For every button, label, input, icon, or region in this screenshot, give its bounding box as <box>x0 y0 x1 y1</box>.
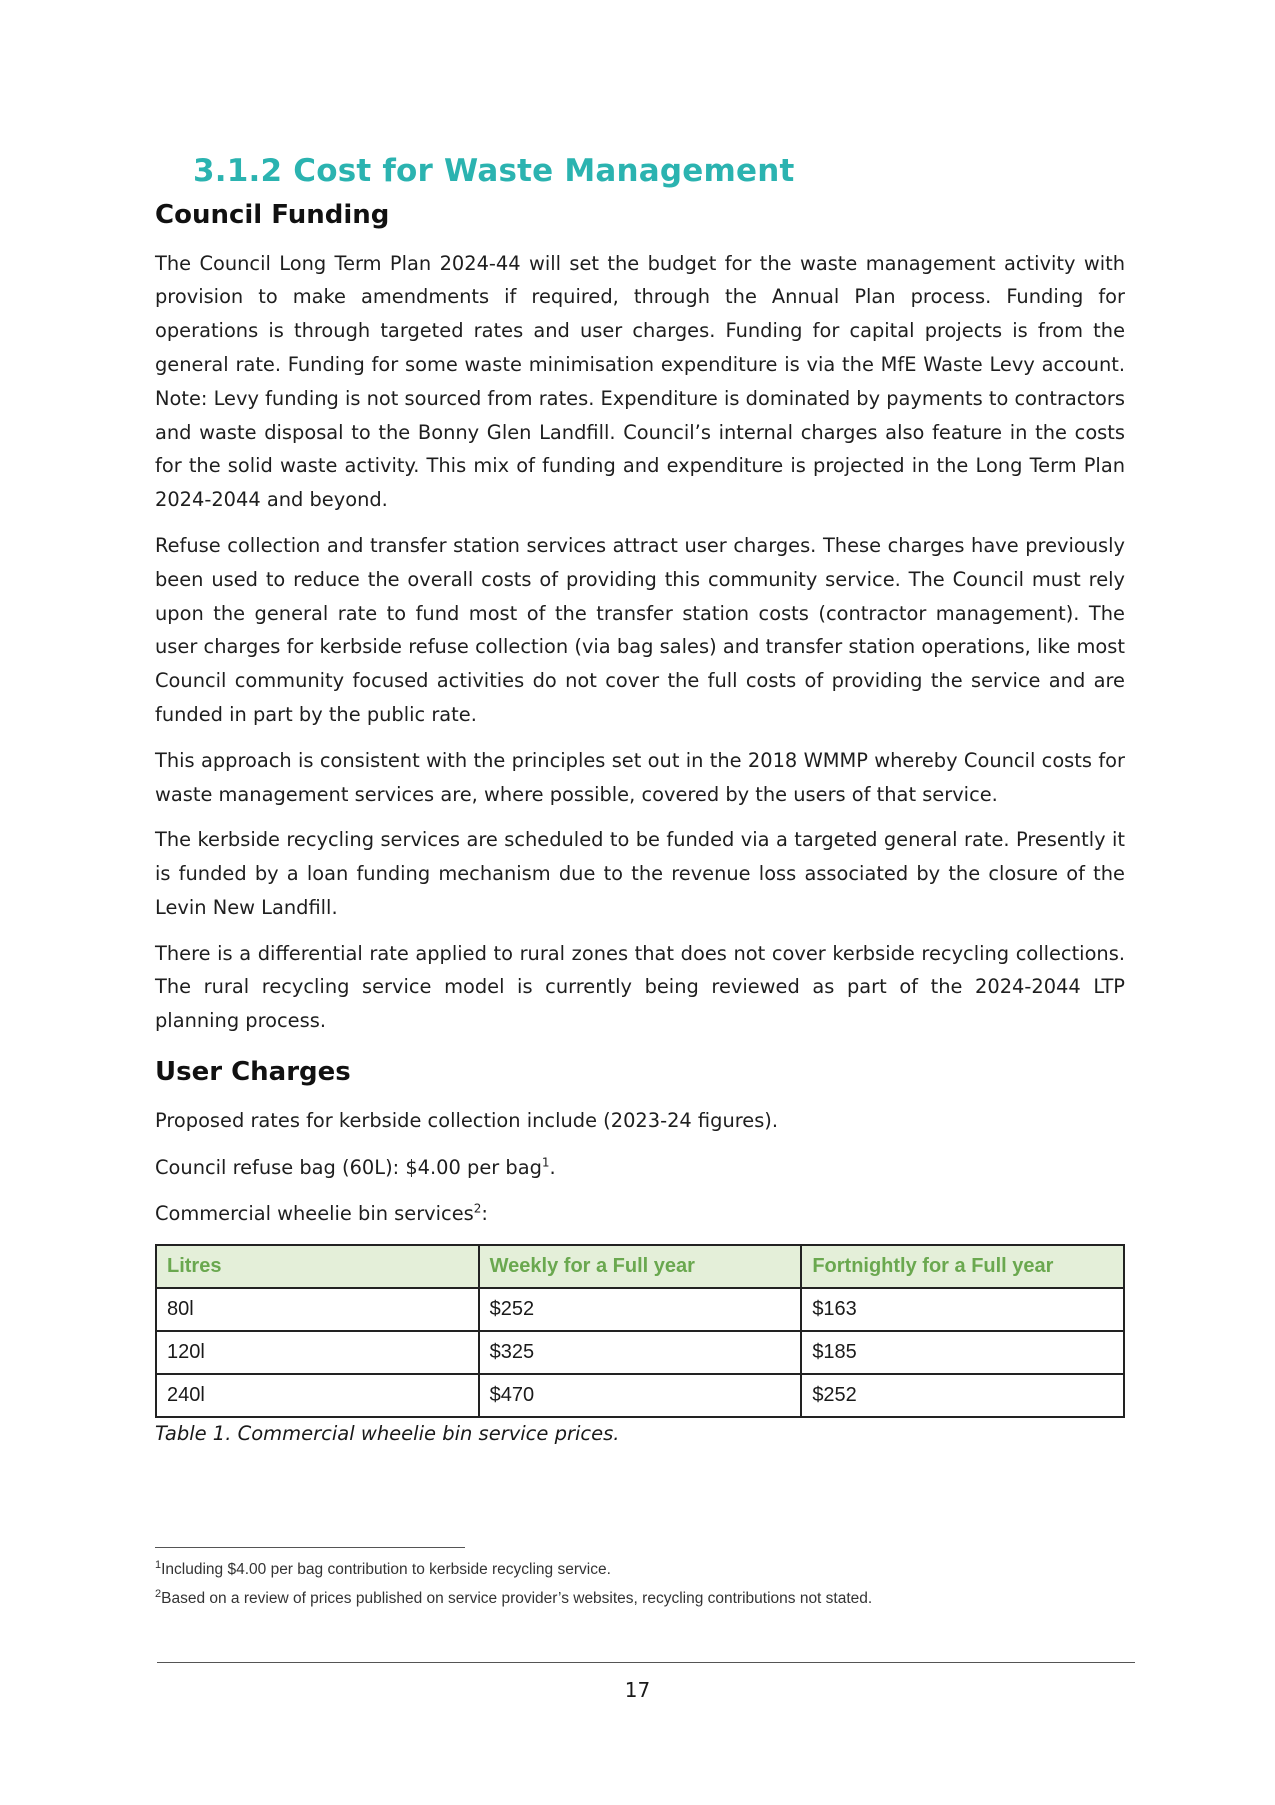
footnote-1 <box>155 1558 611 1579</box>
wheelie-bin-price-table <box>155 1244 1125 1418</box>
council-funding-paragraph-1: The Council Long Term Plan 2024-44 will set the budget for the waste management activity with provision to make amendments if required, through the Annual Plan process. Funding for operations is through targeted rates and user charges. Funding for capital projects is from the general rate. Funding for some waste minimisation expenditure is via the MfE Waste Levy account. Note: Levy funding is not sourced from rates. Expenditure is dominated by payments to contractors and waste disposal to the Bonny Glen Landfill. Council’s internal charges also feature in the costs for the solid waste activity. This mix of funding and expenditure is projected in the Long Term Plan 2024-2044 and beyond. <box>155 251 1125 512</box>
table-cell-litres: 120l <box>156 1331 479 1374</box>
table-cell-fortnightly: $185 <box>801 1331 1124 1374</box>
footnote-ref-2[interactable]: 2 <box>473 1202 482 1216</box>
footnote-2 <box>155 1587 873 1608</box>
table-cell-litres: 240l <box>156 1374 479 1417</box>
table-header-weekly: Weekly for a Full year <box>479 1245 802 1288</box>
user-charges-heading: User Charges <box>155 1057 351 1088</box>
table-cell-fortnightly: $163 <box>801 1288 1124 1331</box>
council-funding-paragraph-2: Refuse collection and transfer station services attract user charges. These charges have previously been used to reduce the overall costs of providing this community service. The Council must rely upon the general rate to fund most of the transfer station costs (contractor management). The user charges for kerbside refuse collection (via bag sales) and transfer station operations, like most Council community focused activities do not cover the full costs of providing the service and are funded in part by the public rate. <box>155 533 1125 726</box>
council-funding-heading: Council Funding <box>155 199 390 230</box>
refuse-bag-end: . <box>549 1155 556 1179</box>
footnote-ref-1[interactable]: 1 <box>541 1155 550 1170</box>
refuse-bag-line <box>155 1151 1125 1185</box>
footnote-2-text: Based on a review of prices published on service provider’s websites, recycling contributions not stated. <box>161 1590 873 1607</box>
page-number: 17 <box>624 1678 651 1702</box>
table-row <box>156 1374 1124 1417</box>
council-funding-paragraph-3: This approach is consistent with the principles set out in the 2018 WMMP whereby Council costs for waste management services are, where possible, covered by the users of that service. <box>155 748 1125 806</box>
table-cell-fortnightly: $252 <box>801 1374 1124 1417</box>
wheelie-bin-line <box>155 1197 1125 1231</box>
footnote-divider <box>155 1547 465 1548</box>
footnote-1-mark: 1 <box>155 1558 162 1571</box>
footnote-2-mark: 2 <box>155 1587 162 1600</box>
table-cell-litres: 80l <box>156 1288 479 1331</box>
table-cell-weekly: $252 <box>479 1288 802 1331</box>
section-title: 3.1.2 Cost for Waste Management <box>193 153 795 189</box>
table-header-litres: Litres <box>156 1245 479 1288</box>
page-content <box>155 152 1125 1445</box>
table-caption: Table 1. Commercial wheelie bin service prices. <box>155 1422 620 1446</box>
wheelie-bin-end: : <box>481 1202 488 1226</box>
refuse-bag-text: Council refuse bag (60L): $4.00 per bag <box>155 1155 542 1179</box>
council-funding-paragraph-5: There is a differential rate applied to rural zones that does not cover kerbside recycling collections. The rural recycling service model is currently being reviewed as part of the 2024-2044 LTP planning process. <box>155 941 1125 1033</box>
table-row <box>156 1331 1124 1374</box>
user-charges-intro: Proposed rates for kerbside collection include (2023-24 figures). <box>155 1108 779 1132</box>
table-cell-weekly: $325 <box>479 1331 802 1374</box>
footnote-1-text: Including $4.00 per bag contribution to kerbside recycling service. <box>161 1561 611 1578</box>
wheelie-bin-text: Commercial wheelie bin services <box>155 1202 474 1226</box>
council-funding-paragraph-4: The kerbside recycling services are scheduled to be funded via a targeted general rate. Presently it is funded by a loan funding mechanism due to the revenue loss associated by the closure of the Levin New Landfill. <box>155 828 1125 919</box>
footer-divider <box>157 1662 1135 1663</box>
table-header-fortnightly: Fortnightly for a Full year <box>801 1245 1124 1288</box>
table-row <box>156 1288 1124 1331</box>
table-header-row <box>156 1245 1124 1288</box>
table-cell-weekly: $470 <box>479 1374 802 1417</box>
